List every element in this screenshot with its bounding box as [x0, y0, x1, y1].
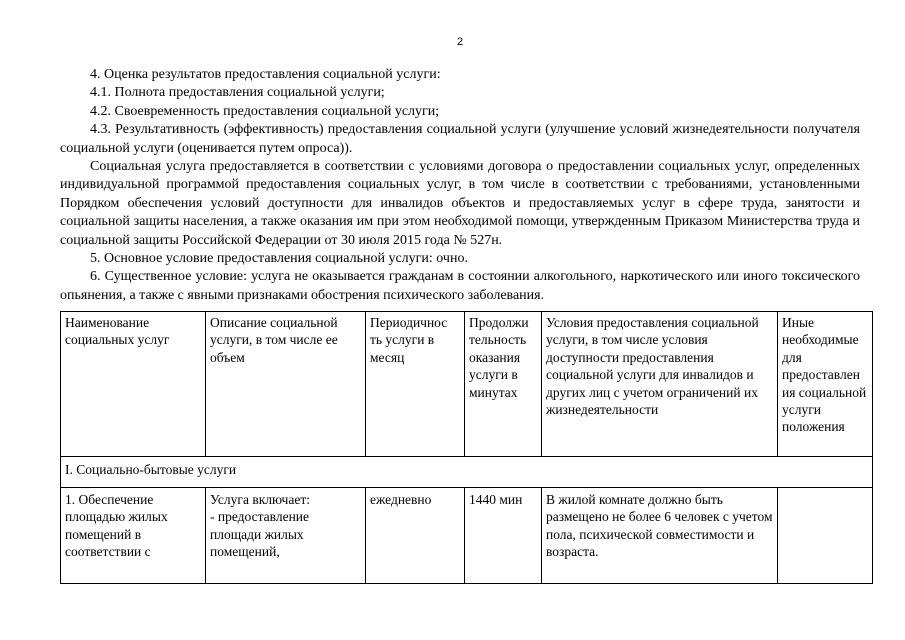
- paragraph-service-conditions: Социальная услуга предоставляется в соответствии с условиями договора о предоставлении социальных услуг, определенных индивидуальной программой предоставления социальных услуг, в том числе в соответствии с требованиями, установленными Порядком обеспечения условий доступности для инвалидов объектов и предоставляемых услуг в сфере труда, занятости и социальной защиты населения, а также оказания им при этом необходимой помощи, утвержденным Приказом Министерства труда и социальной защиты Российской Федерации от 30 июля 2015 года № 527н.: [60, 159, 860, 248]
- header-conditions: Условия предоставления социальной услуги, в том числе условия доступности предоставления социальной услуги для инвалидов и других лиц с учетом ограничений их жизнедеятельности: [542, 312, 778, 457]
- header-duration: Продолжи тельность оказания услуги в минутах: [465, 312, 542, 457]
- header-service-name: Наименование социальных услуг: [61, 312, 206, 457]
- cell-periodicity: ежедневно: [366, 488, 465, 584]
- table-header-row: [61, 312, 873, 457]
- header-other: Иные необходимые для предоставлен ия социальной услуги положения: [778, 312, 873, 457]
- paragraph-effectiveness: 4.3. Результативность (эффективность) предоставления социальной услуги (улучшение условий жизнедеятельности получателя социальной услуги (оценивается путем опроса)).: [60, 122, 860, 156]
- paragraph-evaluation: 4. Оценка результатов предоставления социальной услуги:: [90, 67, 441, 82]
- page-number: 2: [456, 36, 464, 48]
- cell-other: [778, 488, 873, 584]
- paragraph-timeliness: 4.2. Своевременность предоставления социальной услуги;: [90, 103, 440, 119]
- table-section-row: [61, 457, 873, 488]
- header-periodicity: Периодичнос ть услуги в месяц: [366, 312, 465, 457]
- cell-description: Услуга включает: - предоставление площади жилых помещений,: [206, 488, 366, 584]
- paragraph-essential-condition: 6. Существенное условие: услуга не оказывается гражданам в состоянии алкогольного, наркотического или иного токсического опьянения, а также с явными признаками обострения психического заболевания.: [60, 269, 860, 303]
- paragraph-main-condition: 5. Основное условие предоставления социальной услуги: очно.: [90, 251, 468, 267]
- section-title: I. Социально-бытовые услуги: [61, 457, 873, 488]
- table-row: [61, 488, 873, 584]
- header-description: Описание социальной услуги, в том числе ее объем: [206, 312, 366, 457]
- paragraph-completeness: 4.1. Полнота предоставления социальной услуги;: [90, 85, 385, 101]
- cell-conditions: В жилой комнате должно быть размещено не более 6 человек с учетом пола, психической совместимости и возраста.: [542, 488, 778, 584]
- document-body: [60, 66, 860, 305]
- cell-service-name: 1. Обеспечение площадью жилых помещений в соответствии с: [61, 488, 206, 584]
- cell-duration: 1440 мин: [465, 488, 542, 584]
- services-table: [60, 311, 873, 584]
